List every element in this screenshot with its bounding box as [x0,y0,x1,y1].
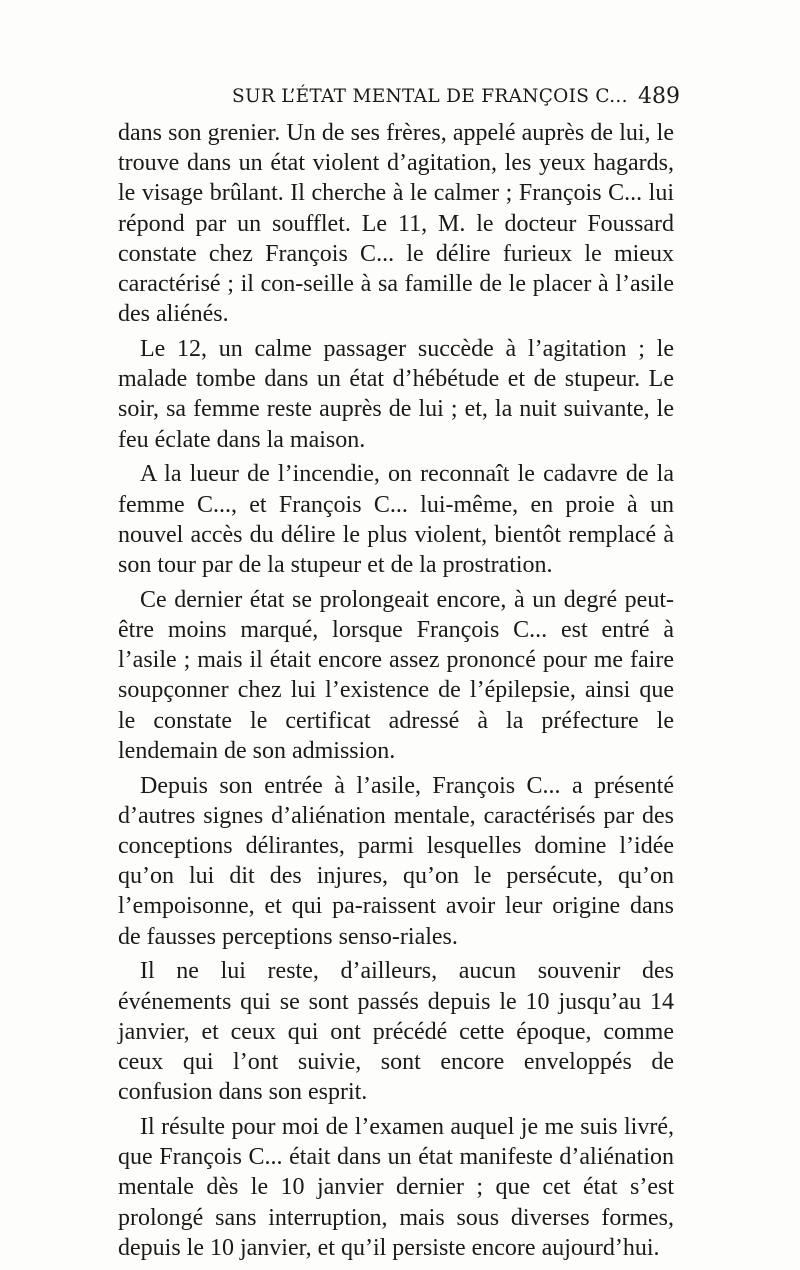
running-head [120,86,680,116]
paragraph-7: Il résulte pour moi de l’examen auquel je me suis livré, que François C... était dans un état manifeste d’aliénation mentale dès le 10 janvier dernier ; que cet état s’est prolongé sans interruption, mais sous diverses formes, depuis le 10 janvier, et qu’il persiste encore aujourd’hui. [118,1114,674,1261]
paragraph-3: A la lueur de l’incendie, on reconnaît le cadavre de la femme C..., et François C... lui-même, en proie à un nouvel accès du délire le plus violent, bientôt remplacé à son tour par de la stupeur et de la prostration. [118,461,674,579]
body-text [118,118,674,1268]
paragraph-4: Ce dernier état se prolongeait encore, à un degré peut-être moins marqué, lorsque François C... est entré à l’asile ; mais il était encore assez prononcé pour me faire soupçonner chez lui l’existence de l’épilepsie, ainsi que le constate le certificat adressé à la préfecture le lendemain de son admission. [118,586,674,764]
paragraph-1: dans son grenier. Un de ses frères, appelé auprès de lui, le trouve dans un état violent d’agitation, les yeux hagards, le visage brûlant. Il cherche à le calmer ; François C... lui répond par un soufflet. Le 11, M. le docteur Foussard constate chez François C... le délire furieux le mieux caractérisé ; il con-seille à sa famille de le placer à l’asile des aliénés. [118,120,674,328]
running-title: SUR L’ÉTAT MENTAL DE FRANÇOIS C... [232,86,628,107]
paragraph-5: Depuis son entrée à l’asile, François C... a présenté d’autres signes d’aliénation mentale, caractérisés par des conceptions délirantes, parmi lesquelles domine l’idée qu’on lui dit des injures, qu’on le persécute, qu’on l’empoisonne, et qui pa-raissent avoir leur origine dans de fausses perceptions senso-riales. [118,772,674,950]
paragraph-2: Le 12, un calme passager succède à l’agitation ; le malade tombe dans un état d’hébétude et de stupeur. Le soir, sa femme reste auprès de lui ; et, la nuit suivante, le feu éclate dans la maison. [118,336,674,453]
paragraph-6: Il ne lui reste, d’ailleurs, aucun souvenir des événements qui se sont passés depuis le 10 jusqu’au 14 janvier, et ceux qui ont précédé cette époque, comme ceux qui l’ont suivie, sont encore enveloppés de confusion dans son esprit. [118,958,674,1106]
page-number: 489 [638,84,680,109]
